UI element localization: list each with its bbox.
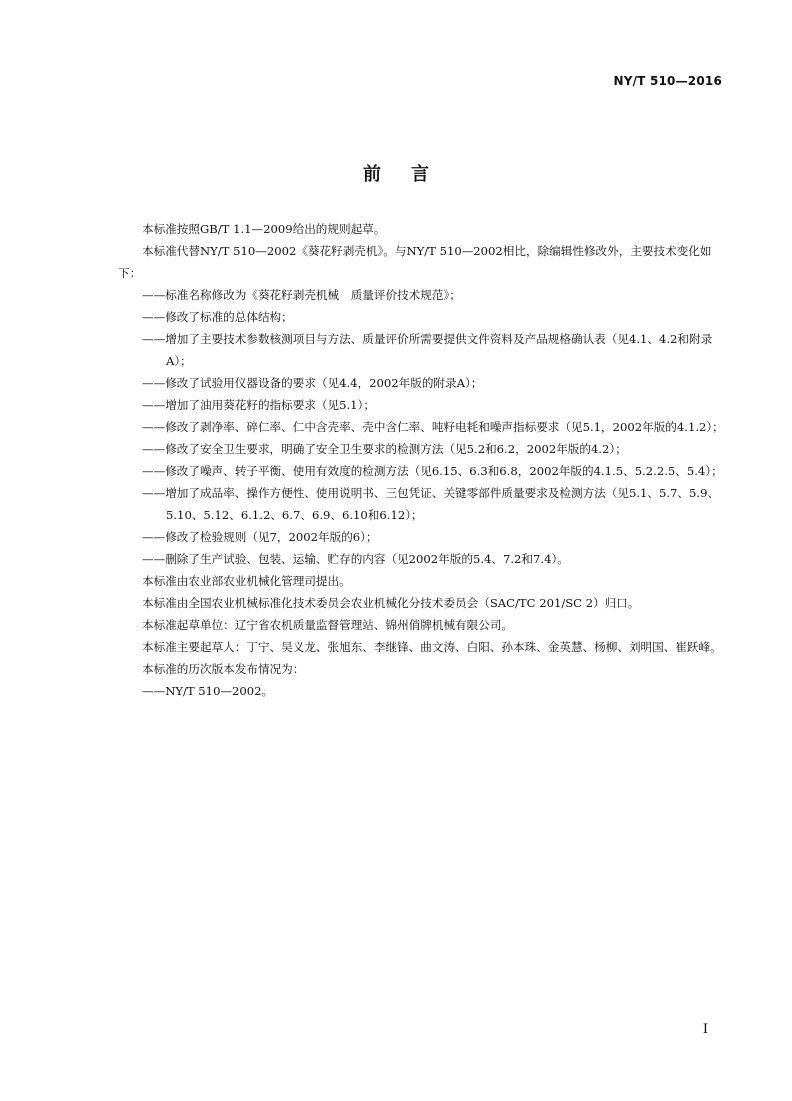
- list-item: ——修改了试验用仪器设备的要求（见4.4，2002年版的附录A）；: [142, 376, 483, 390]
- foreword-body: [118, 218, 726, 702]
- page-number: I: [702, 1022, 708, 1037]
- paragraph: 本标准代替NY/T 510—2002《葵花籽剥壳机》。与NY/T 510—2002相比，除编辑性修改外，主要技术变化如下：: [118, 244, 712, 280]
- paragraph: 本标准由全国农业机械标准化技术委员会农业机械化分技术委员会（SAC/TC 201/SC 2）归口。: [142, 596, 640, 610]
- paragraph: 本标准的历次版本发布情况为：: [142, 662, 305, 676]
- paragraph: 本标准主要起草人：丁宁、吴义龙、张旭东、李继锋、曲文涛、白阳、孙本珠、金英慧、杨柳、刘明国、崔跃峰。: [142, 640, 722, 654]
- page-title: 前言: [363, 164, 459, 185]
- list-item: ——修改了标准的总体结构；: [142, 310, 293, 324]
- list-item: ——删除了生产试验、包装、运输、贮存的内容（见2002年版的5.4、7.2和7.4）。: [142, 552, 569, 566]
- list-item: ——增加了油用葵花籽的指标要求（见5.1）；: [142, 398, 375, 412]
- list-item: ——增加了主要技术参数核测项目与方法、质量评价所需要提供文件资料及产品规格确认表（见4.1、4.2和附录A）；: [142, 332, 713, 368]
- list-item: ——修改了剥净率、碎仁率、仁中含壳率、壳中含仁率、吨籽电耗和噪声指标要求（见5.1，2002年版的4.1.2）；: [142, 420, 724, 434]
- list-item: ——增加了成品率、操作方便性、使用说明书、三包凭证、关键零部件质量要求及检测方法（见5.1、5.7、5.9、5.10、5.12、6.1.2、6.7、6.9、6.10和6.12）；: [142, 486, 720, 522]
- standard-code: NY/T 510—2016: [613, 74, 722, 88]
- paragraph: 本标准由农业部农业机械化管理司提出。: [142, 574, 351, 588]
- list-item: ——修改了检验规则（见7，2002年版的6）；: [142, 530, 378, 544]
- paragraph: 本标准起草单位：辽宁省农机质量监督管理站、锦州俏牌机械有限公司。: [142, 618, 514, 632]
- list-item: ——NY/T 510—2002。: [142, 684, 274, 698]
- paragraph: 本标准按照GB/T 1.1—2009给出的规则起草。: [142, 222, 386, 236]
- list-item: ——标准名称修改为《葵花籽剥壳机械 质量评价技术规范》；: [142, 288, 461, 302]
- list-item: ——修改了安全卫生要求，明确了安全卫生要求的检测方法（见5.2和6.2，2002年版的4.2）；: [142, 442, 627, 456]
- list-item: ——修改了噪声、转子平衡、使用有效度的检测方法（见6.15、6.3和6.8，2002年版的4.1.5、5.2.2.5、5.4）；: [142, 464, 723, 478]
